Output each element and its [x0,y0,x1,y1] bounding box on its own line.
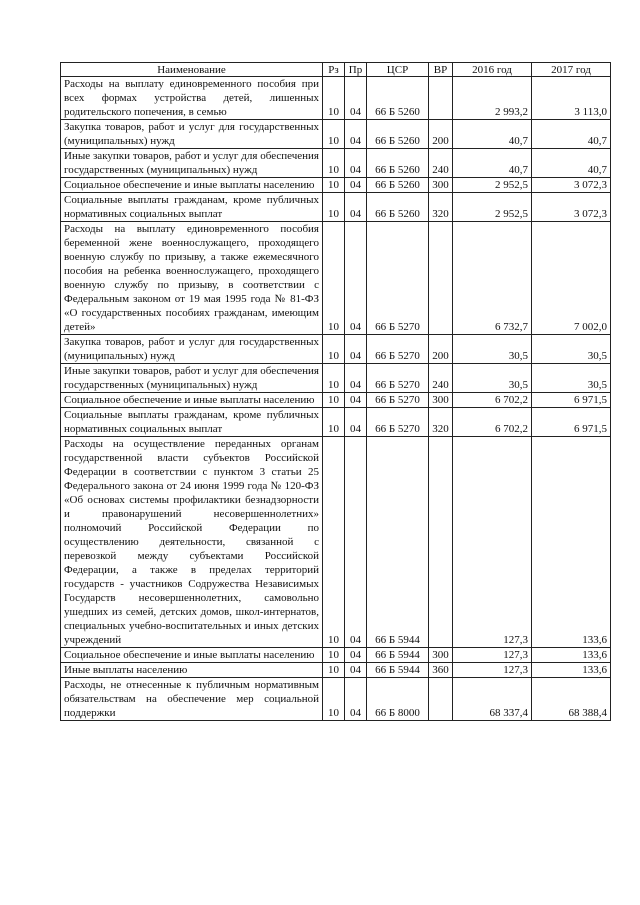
row-rz: 10 [323,408,345,437]
table-row [61,193,611,222]
header-vr: ВР [429,63,453,77]
row-2017: 6 971,5 [532,393,611,408]
table-row [61,335,611,364]
row-rz: 10 [323,335,345,364]
row-rz: 10 [323,193,345,222]
row-csr: 66 Б 8000 [367,678,429,721]
table-row [61,663,611,678]
row-rz: 10 [323,120,345,149]
row-pr: 04 [345,663,367,678]
row-2017: 40,7 [532,149,611,178]
row-csr: 66 Б 5260 [367,77,429,120]
table-row [61,437,611,648]
row-name: Иные выплаты населению [61,663,323,678]
row-2017: 68 388,4 [532,678,611,721]
row-vr [429,437,453,648]
row-rz: 10 [323,437,345,648]
row-vr: 300 [429,178,453,193]
row-2016: 30,5 [453,364,532,393]
row-2016: 6 702,2 [453,393,532,408]
table-row [61,178,611,193]
row-2017: 40,7 [532,120,611,149]
row-2016: 2 952,5 [453,178,532,193]
row-name: Социальное обеспечение и иные выплаты населению [61,648,323,663]
row-vr: 320 [429,408,453,437]
row-csr: 66 Б 5944 [367,437,429,648]
row-2017: 6 971,5 [532,408,611,437]
row-2016: 30,5 [453,335,532,364]
row-2016: 127,3 [453,648,532,663]
row-2016: 127,3 [453,437,532,648]
row-name: Расходы на выплату единовременного пособия беременной жене военнослужащего, проходящего военную службу по призыву, а также ежемесячного пособия на ребенка военнослужащего, проходящего военную службу по призыву, в соответствии с Федеральным законом от 19 мая 1995 года № 81-ФЗ «О государственных пособиях гражданам, имеющим детей» [61,222,323,335]
row-pr: 04 [345,178,367,193]
row-name: Расходы на выплату единовременного пособия при всех формах устройства детей, лишенных родительского попечения, в семью [61,77,323,120]
row-2016: 6 702,2 [453,408,532,437]
row-rz: 10 [323,678,345,721]
row-rz: 10 [323,77,345,120]
row-name: Закупка товаров, работ и услуг для государственных (муниципальных) нужд [61,335,323,364]
header-row [61,63,611,77]
row-pr: 04 [345,678,367,721]
table-row [61,648,611,663]
header-2017: 2017 год [532,63,611,77]
table-row [61,364,611,393]
row-2016: 40,7 [453,149,532,178]
row-pr: 04 [345,222,367,335]
table-row [61,149,611,178]
row-pr: 04 [345,437,367,648]
row-csr: 66 Б 5270 [367,222,429,335]
row-name: Расходы на осуществление переданных органам государственной власти субъектов Российской Федерации в соответствии с пунктом 3 статьи 25 Федерального закона от 24 июня 1999 года № 120-ФЗ «Об основах системы профилактики безнадзорности и правонарушений несовершеннолетних» полномочий Российской Федерации по осуществлению деятельности, связанной с перевозкой между субъектами Российской Федерации, а также в пределах территорий государств - участников Содружества Независимых Государств несовершеннолетних, самовольно ушедших из семей, детских домов, школ-интернатов, специальных учебно-воспитательных и иных детских учреждений [61,437,323,648]
table-row [61,77,611,120]
row-name: Социальное обеспечение и иные выплаты населению [61,393,323,408]
row-2017: 3 113,0 [532,77,611,120]
table-row [61,222,611,335]
table-row [61,393,611,408]
row-2017: 3 072,3 [532,193,611,222]
row-2017: 133,6 [532,648,611,663]
row-pr: 04 [345,408,367,437]
row-2016: 127,3 [453,663,532,678]
row-pr: 04 [345,77,367,120]
header-rz: Рз [323,63,345,77]
row-pr: 04 [345,393,367,408]
row-csr: 66 Б 5270 [367,364,429,393]
row-2017: 3 072,3 [532,178,611,193]
header-name: Наименование [61,63,323,77]
row-rz: 10 [323,222,345,335]
row-pr: 04 [345,120,367,149]
row-name: Социальные выплаты гражданам, кроме публичных нормативных социальных выплат [61,408,323,437]
row-2016: 2 993,2 [453,77,532,120]
table-row [61,408,611,437]
row-2017: 30,5 [532,364,611,393]
row-csr: 66 Б 5260 [367,193,429,222]
row-pr: 04 [345,335,367,364]
row-rz: 10 [323,149,345,178]
row-name: Иные закупки товаров, работ и услуг для обеспечения государственных (муниципальных) нужд [61,364,323,393]
header-2016: 2016 год [453,63,532,77]
row-pr: 04 [345,648,367,663]
row-2016: 40,7 [453,120,532,149]
row-rz: 10 [323,393,345,408]
row-2017: 133,6 [532,663,611,678]
row-csr: 66 Б 5270 [367,335,429,364]
row-vr: 360 [429,663,453,678]
row-2017: 30,5 [532,335,611,364]
row-name: Закупка товаров, работ и услуг для государственных (муниципальных) нужд [61,120,323,149]
row-vr [429,77,453,120]
row-vr: 240 [429,149,453,178]
row-rz: 10 [323,364,345,393]
row-vr: 200 [429,120,453,149]
row-2016: 6 732,7 [453,222,532,335]
row-2017: 7 002,0 [532,222,611,335]
row-vr: 320 [429,193,453,222]
row-vr: 200 [429,335,453,364]
table-row [61,120,611,149]
budget-table [60,62,611,721]
header-pr: Пр [345,63,367,77]
table-row [61,678,611,721]
row-2016: 2 952,5 [453,193,532,222]
row-pr: 04 [345,149,367,178]
row-csr: 66 Б 5944 [367,648,429,663]
row-csr: 66 Б 5944 [367,663,429,678]
row-rz: 10 [323,648,345,663]
row-rz: 10 [323,178,345,193]
row-csr: 66 Б 5270 [367,408,429,437]
row-vr: 300 [429,393,453,408]
row-vr: 240 [429,364,453,393]
row-name: Расходы, не отнесенные к публичным нормативным обязательствам на обеспечение мер социальной поддержки [61,678,323,721]
header-csr: ЦСР [367,63,429,77]
row-name: Иные закупки товаров, работ и услуг для обеспечения государственных (муниципальных) нужд [61,149,323,178]
row-vr [429,678,453,721]
row-pr: 04 [345,364,367,393]
row-name: Социальные выплаты гражданам, кроме публичных нормативных социальных выплат [61,193,323,222]
row-csr: 66 Б 5270 [367,393,429,408]
row-csr: 66 Б 5260 [367,120,429,149]
row-rz: 10 [323,663,345,678]
row-vr [429,222,453,335]
row-2016: 68 337,4 [453,678,532,721]
row-csr: 66 Б 5260 [367,178,429,193]
row-2017: 133,6 [532,437,611,648]
row-pr: 04 [345,193,367,222]
row-vr: 300 [429,648,453,663]
row-name: Социальное обеспечение и иные выплаты населению [61,178,323,193]
row-csr: 66 Б 5260 [367,149,429,178]
